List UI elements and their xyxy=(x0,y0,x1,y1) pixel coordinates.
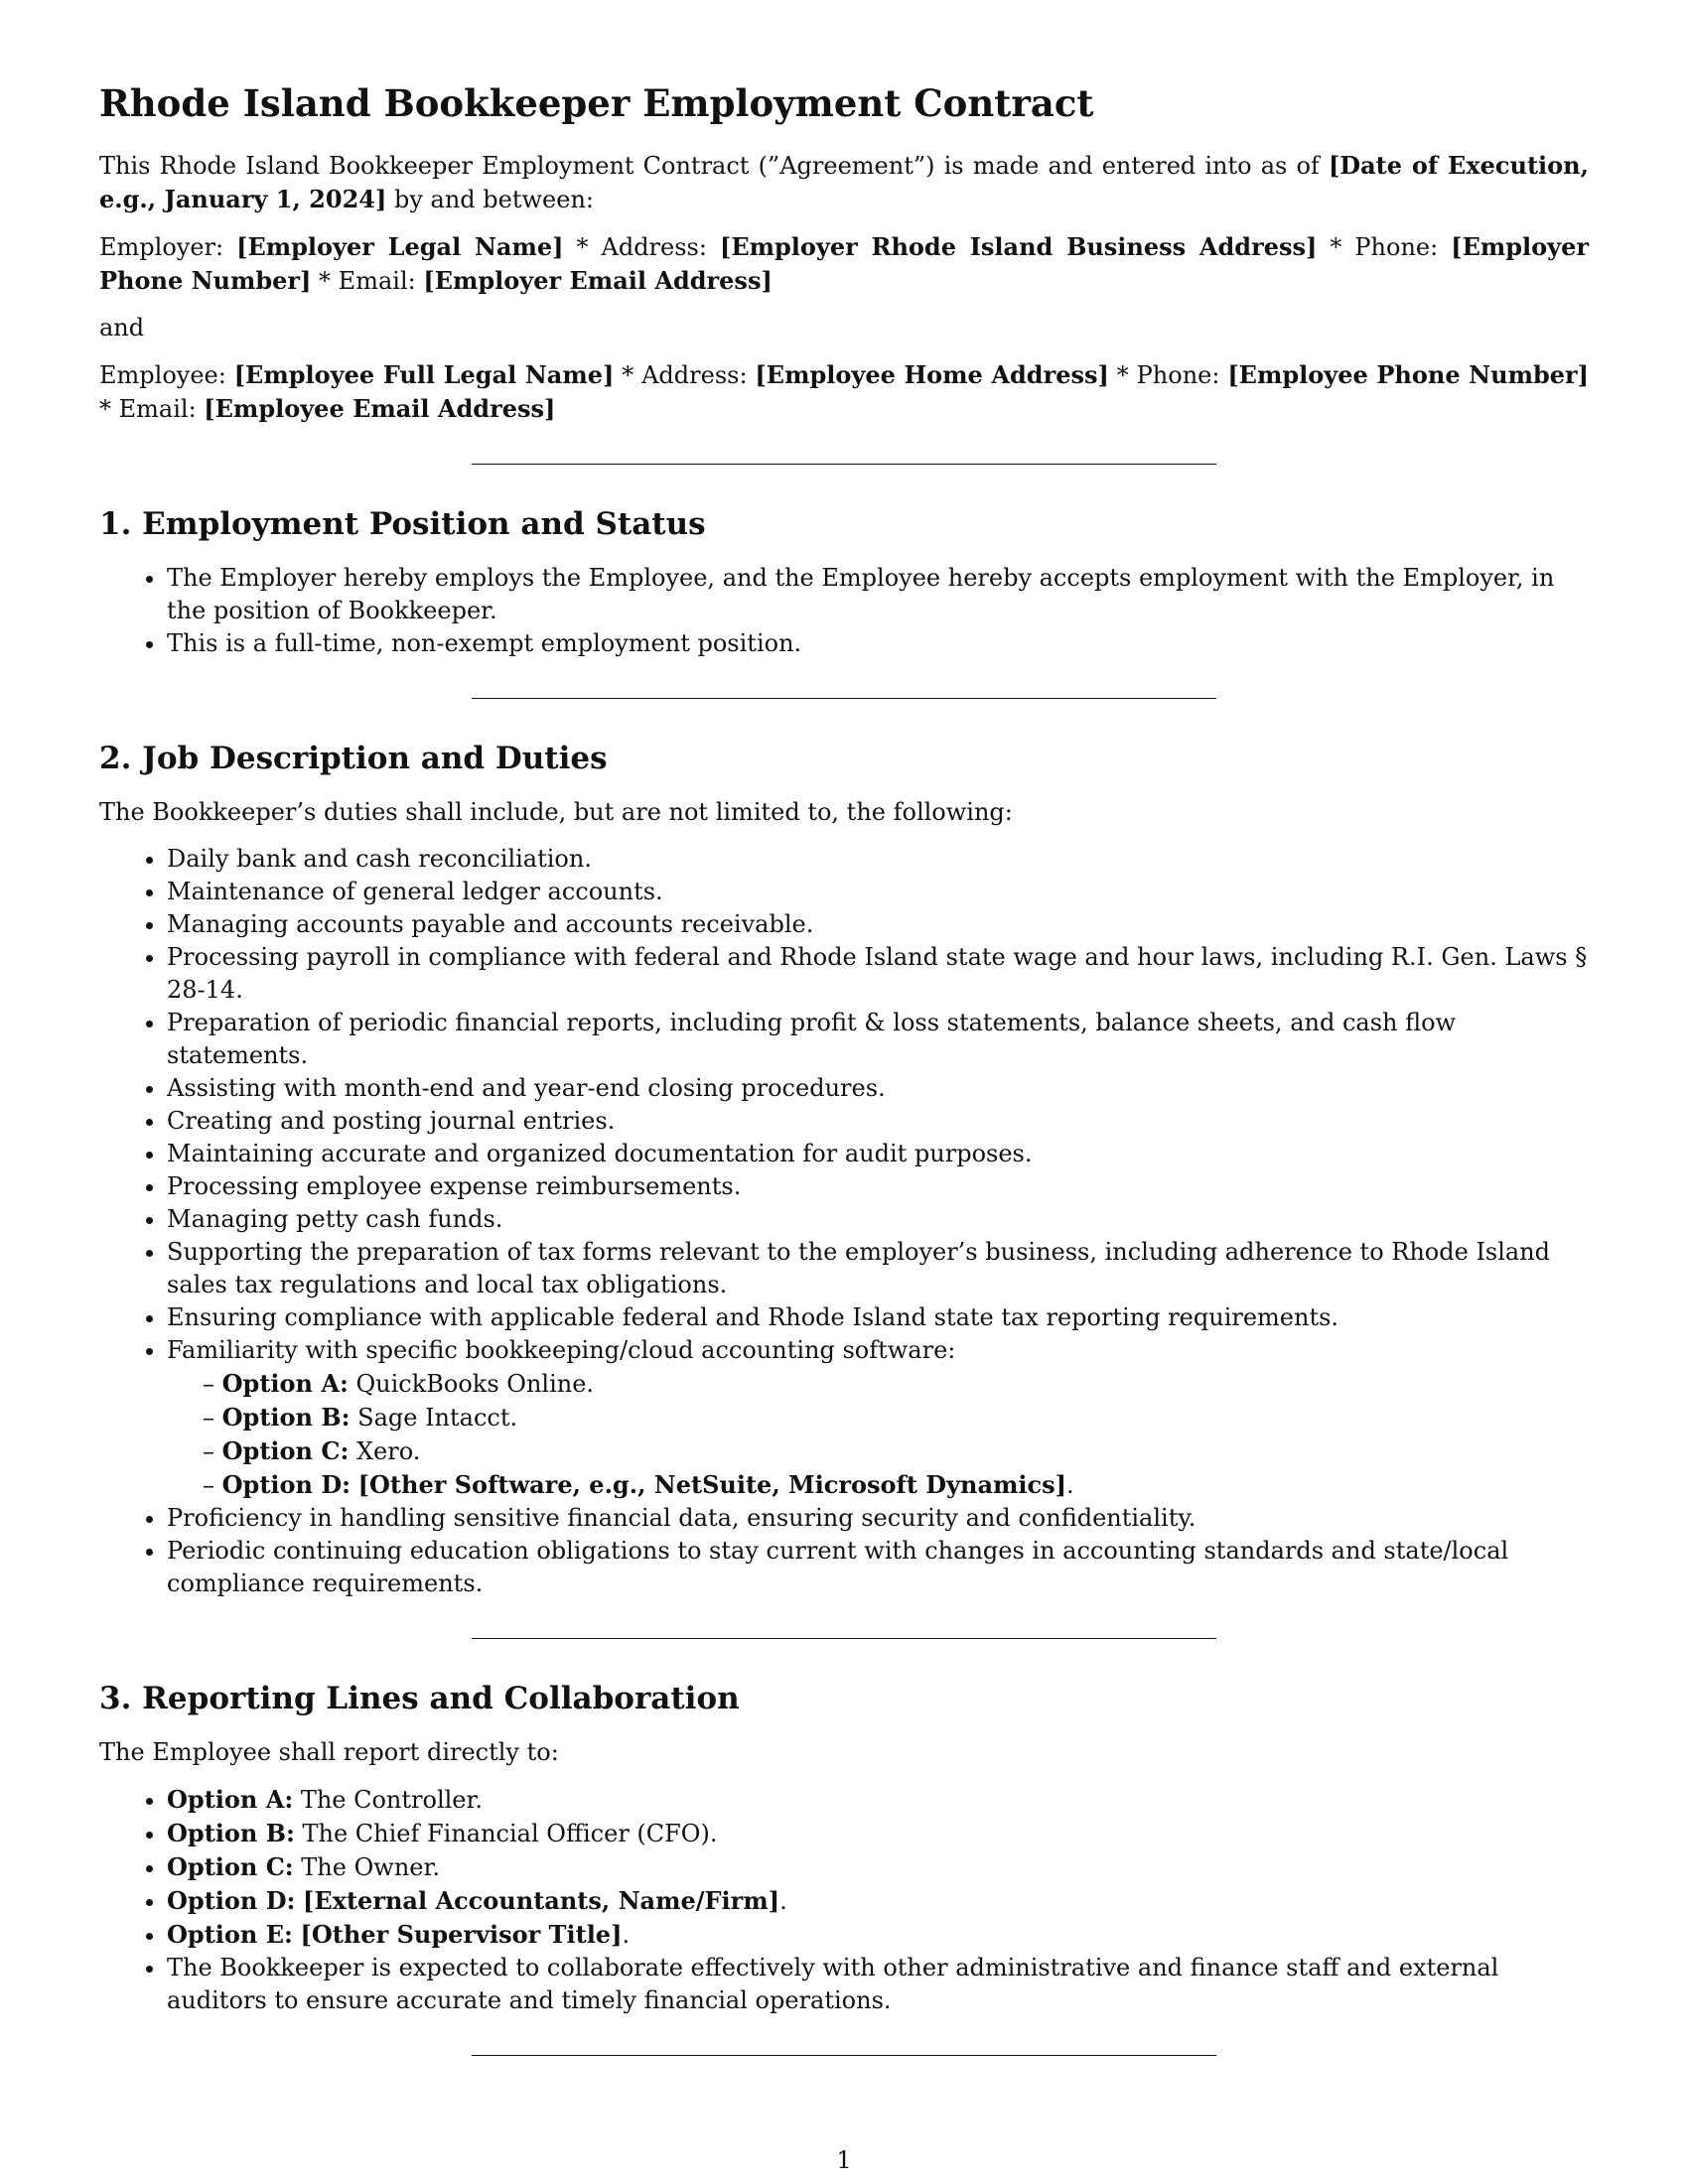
employer-name-placeholder: [Employer Legal Name] xyxy=(236,232,564,261)
employer-details xyxy=(99,230,1589,298)
list-item: • Supporting the preparation of tax forms relevant to the employer’s business, including adherence to Rhode Island sales tax regulations and local tax obligations. xyxy=(167,1236,1589,1301)
list-item: • Ensuring compliance with applicable federal and Rhode Island state tax reporting requirements. xyxy=(167,1301,1589,1334)
section-divider xyxy=(472,2055,1216,2056)
external-accountants-placeholder: [External Accountants, Name/Firm] xyxy=(303,1886,780,1915)
employer-address-placeholder: [Employer Rhode Island Business Address] xyxy=(719,232,1318,261)
reporting-option xyxy=(167,1783,1589,1817)
page-number: 1 xyxy=(836,2146,852,2174)
option-label: Option C: xyxy=(167,1852,294,1881)
option-tail: . xyxy=(622,1921,631,1949)
option-label: Option D: xyxy=(221,1470,352,1499)
option-text: The Controller. xyxy=(293,1786,483,1814)
employer-email-label: * Email: xyxy=(311,267,424,295)
reporting-option xyxy=(167,1850,1589,1884)
section-1-heading: 1. Employment Position and Status xyxy=(99,506,706,542)
list-item: • Daily bank and cash reconciliation. xyxy=(167,843,1589,876)
software-option xyxy=(221,1434,1589,1468)
software-options-list xyxy=(167,1367,1589,1502)
document-page xyxy=(99,79,1589,2096)
option-text: Sage Intacct. xyxy=(350,1404,518,1432)
other-supervisor-placeholder: [Other Supervisor Title] xyxy=(300,1920,623,1949)
option-label: Option B: xyxy=(221,1403,351,1432)
list-item: • Managing accounts payable and accounts receivable. xyxy=(167,908,1589,941)
section-2-intro: The Bookkeeper’s duties shall include, but are not limited to, the following: xyxy=(99,798,1013,826)
list-item: • The Bookkeeper is expected to collaborate effectively with other administrative and finance staff and external auditors to ensure accurate and timely financial operations. xyxy=(167,1952,1589,2017)
employer-email-placeholder: [Employer Email Address] xyxy=(423,266,773,295)
reporting-option xyxy=(167,1884,1589,1918)
section-3-heading: 3. Reporting Lines and Collaboration xyxy=(99,1681,740,1716)
employee-email-placeholder: [Employee Email Address] xyxy=(204,394,556,423)
employer-phone-placeholder: [Employer Phone Number] xyxy=(99,232,1590,295)
list-item: • Processing employee expense reimbursements. xyxy=(167,1170,1589,1203)
section-3-intro: The Employee shall report directly to: xyxy=(99,1738,559,1766)
and-text: and xyxy=(99,314,145,341)
option-label: Option A: xyxy=(221,1369,349,1398)
intro-paragraph xyxy=(99,149,1589,216)
list-item: • Proficiency in handling sensitive financial data, ensuring security and confidentiality. xyxy=(167,1502,1589,1535)
option-text xyxy=(295,1887,303,1915)
software-option xyxy=(221,1367,1589,1401)
employer-phone-label: * Phone: xyxy=(1317,233,1452,261)
employee-phone-label: * Phone: xyxy=(1108,361,1228,389)
list-item: • Periodic continuing education obligations to stay current with changes in accounting standards and state/local compliance requirements. xyxy=(167,1535,1589,1600)
option-text: QuickBooks Online. xyxy=(348,1370,595,1398)
option-label: Option A: xyxy=(167,1785,294,1814)
list-item: • Creating and posting journal entries. xyxy=(167,1105,1589,1138)
section-divider xyxy=(472,698,1216,699)
option-text: Xero. xyxy=(349,1437,421,1465)
list-item: • The Employer hereby employs the Employee, and the Employee hereby accepts employment with the Employer, in the position of Bookkeeper. xyxy=(167,562,1589,627)
list-item: • Preparation of periodic financial reports, including profit & loss statements, balance sheets, and cash flow statements. xyxy=(167,1007,1589,1072)
intro-text-end: by and between: xyxy=(386,186,594,213)
option-tail: . xyxy=(1066,1471,1074,1499)
list-item: • Maintenance of general ledger accounts. xyxy=(167,876,1589,908)
option-label: Option E: xyxy=(167,1920,293,1949)
option-label: Option B: xyxy=(167,1819,295,1847)
reporting-option xyxy=(167,1817,1589,1850)
list-item: • Assisting with month-end and year-end closing procedures. xyxy=(167,1072,1589,1105)
list-item: • Maintaining accurate and organized documentation for audit purposes. xyxy=(167,1138,1589,1170)
document-title: Rhode Island Bookkeeper Employment Contract xyxy=(99,81,1094,125)
option-tail: . xyxy=(779,1887,787,1915)
employer-label: Employer: xyxy=(99,233,237,261)
section-3-list xyxy=(99,1783,1589,2017)
option-label: Option C: xyxy=(221,1436,350,1465)
employee-email-label: * Email: xyxy=(99,395,205,423)
option-text: The Chief Financial Officer (CFO). xyxy=(294,1820,718,1847)
employee-label: Employee: xyxy=(99,361,234,389)
other-software-placeholder: [Other Software, e.g., NetSuite, Microsoft Dynamics] xyxy=(357,1470,1067,1499)
employee-name-placeholder: [Employee Full Legal Name] xyxy=(233,360,615,389)
section-1-list xyxy=(99,562,1589,660)
software-intro: Familiarity with specific bookkeeping/cloud accounting software: xyxy=(167,1336,956,1364)
list-item: • Managing petty cash funds. xyxy=(167,1203,1589,1236)
employee-address-placeholder: [Employee Home Address] xyxy=(755,360,1109,389)
section-2-list xyxy=(99,843,1589,1600)
option-text xyxy=(351,1471,358,1499)
intro-text: This Rhode Island Bookkeeper Employment Contract (”Agreement”) is made and entered into as of xyxy=(99,152,1329,180)
software-option xyxy=(221,1401,1589,1434)
software-option xyxy=(221,1468,1589,1502)
section-divider xyxy=(472,464,1216,465)
option-label: Option D: xyxy=(167,1886,296,1915)
option-text xyxy=(293,1921,301,1949)
employer-address-label: * Address: xyxy=(563,233,720,261)
execution-date-placeholder: [Date of Execution, e.g., January 1, 2024] xyxy=(99,151,1589,213)
option-text: The Owner. xyxy=(293,1853,440,1881)
list-item: • Processing payroll in compliance with federal and Rhode Island state wage and hour laws, including R.I. Gen. Laws § 28-14. xyxy=(167,941,1589,1007)
list-item: • This is a full-time, non-exempt employment position. xyxy=(167,627,1589,660)
reporting-option xyxy=(167,1918,1589,1952)
employee-address-label: * Address: xyxy=(614,361,756,389)
software-list-item xyxy=(167,1334,1589,1502)
employee-details xyxy=(99,358,1589,426)
employee-phone-placeholder: [Employee Phone Number] xyxy=(1227,360,1590,389)
section-divider xyxy=(472,1638,1216,1639)
section-2-heading: 2. Job Description and Duties xyxy=(99,741,608,776)
